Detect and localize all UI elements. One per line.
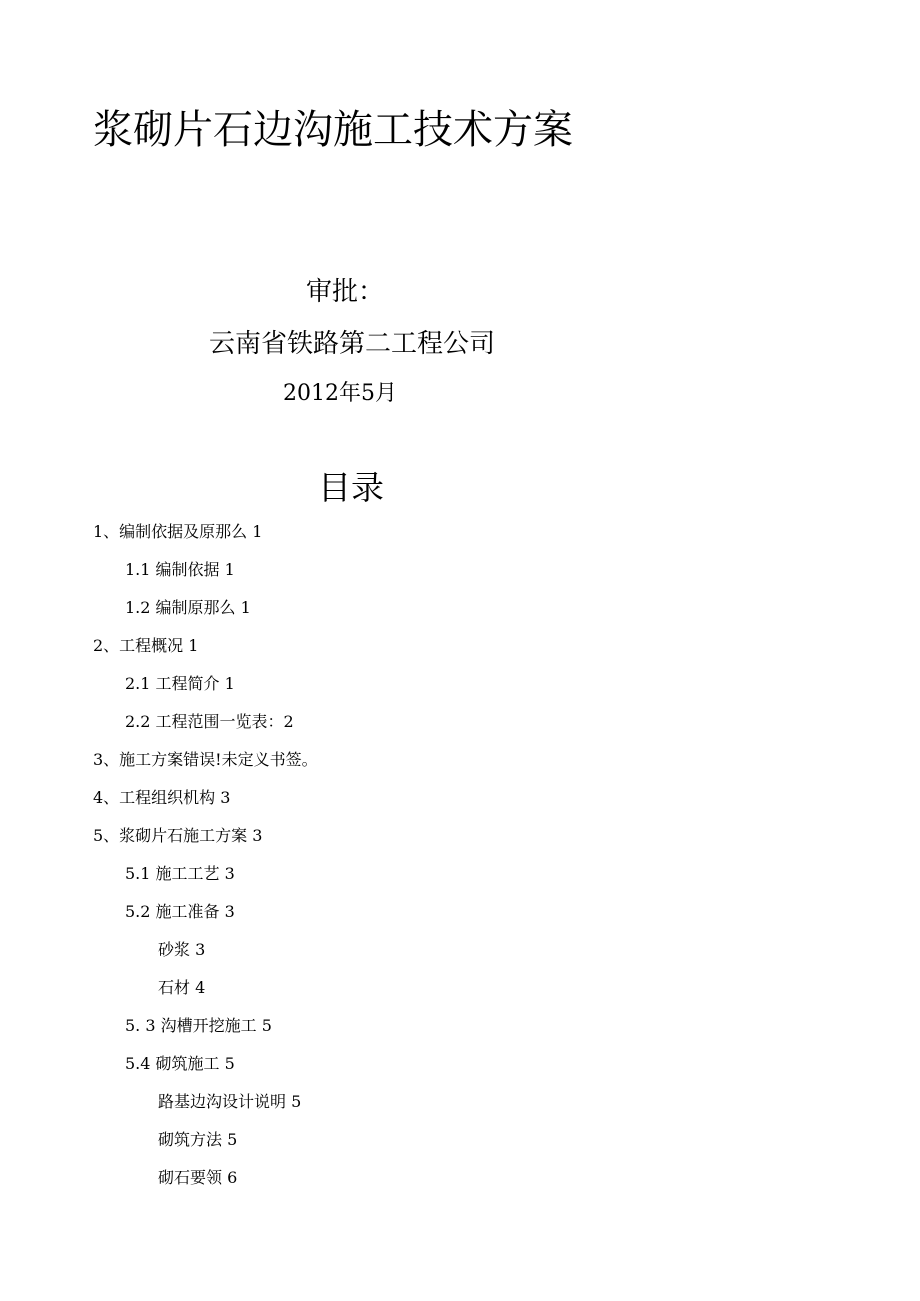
toc-item: 2.2 工程范围一览表：2 (125, 712, 294, 731)
approval-label: 审批： (306, 277, 385, 307)
toc-item: 4、工程组织机构 3 (93, 788, 231, 807)
toc-heading: 目录 (318, 468, 384, 507)
toc-item: 砌石要领 6 (158, 1168, 238, 1187)
toc-item: 5.1 施工工艺 3 (125, 864, 235, 883)
toc-item: 砂浆 3 (158, 940, 206, 959)
toc-item: 1、编制依据及原那么 1 (93, 522, 263, 541)
toc-item: 2.1 工程简介 1 (125, 674, 235, 693)
toc-item: 石材 4 (158, 978, 206, 997)
toc-item: 1.2 编制原那么 1 (125, 598, 251, 617)
company-name: 云南省铁路第二工程公司 (209, 329, 496, 359)
document-date: 2012年5月 (283, 381, 397, 406)
toc-item: 路基边沟设计说明 5 (158, 1092, 302, 1111)
toc-item: 5.2 施工准备 3 (125, 902, 235, 921)
toc-item: 1.1 编制依据 1 (125, 560, 235, 579)
document-title: 浆砌片石边沟施工技术方案 (93, 107, 573, 153)
toc-item: 5、浆砌片石施工方案 3 (93, 826, 263, 845)
toc-item: 3、施工方案错误!未定义书签。 (93, 750, 318, 769)
toc-item: 2、工程概况 1 (93, 636, 199, 655)
toc-item: 5. 3 沟槽开挖施工 5 (125, 1016, 272, 1035)
toc-item: 砌筑方法 5 (158, 1130, 238, 1149)
toc-item: 5.4 砌筑施工 5 (125, 1054, 235, 1073)
